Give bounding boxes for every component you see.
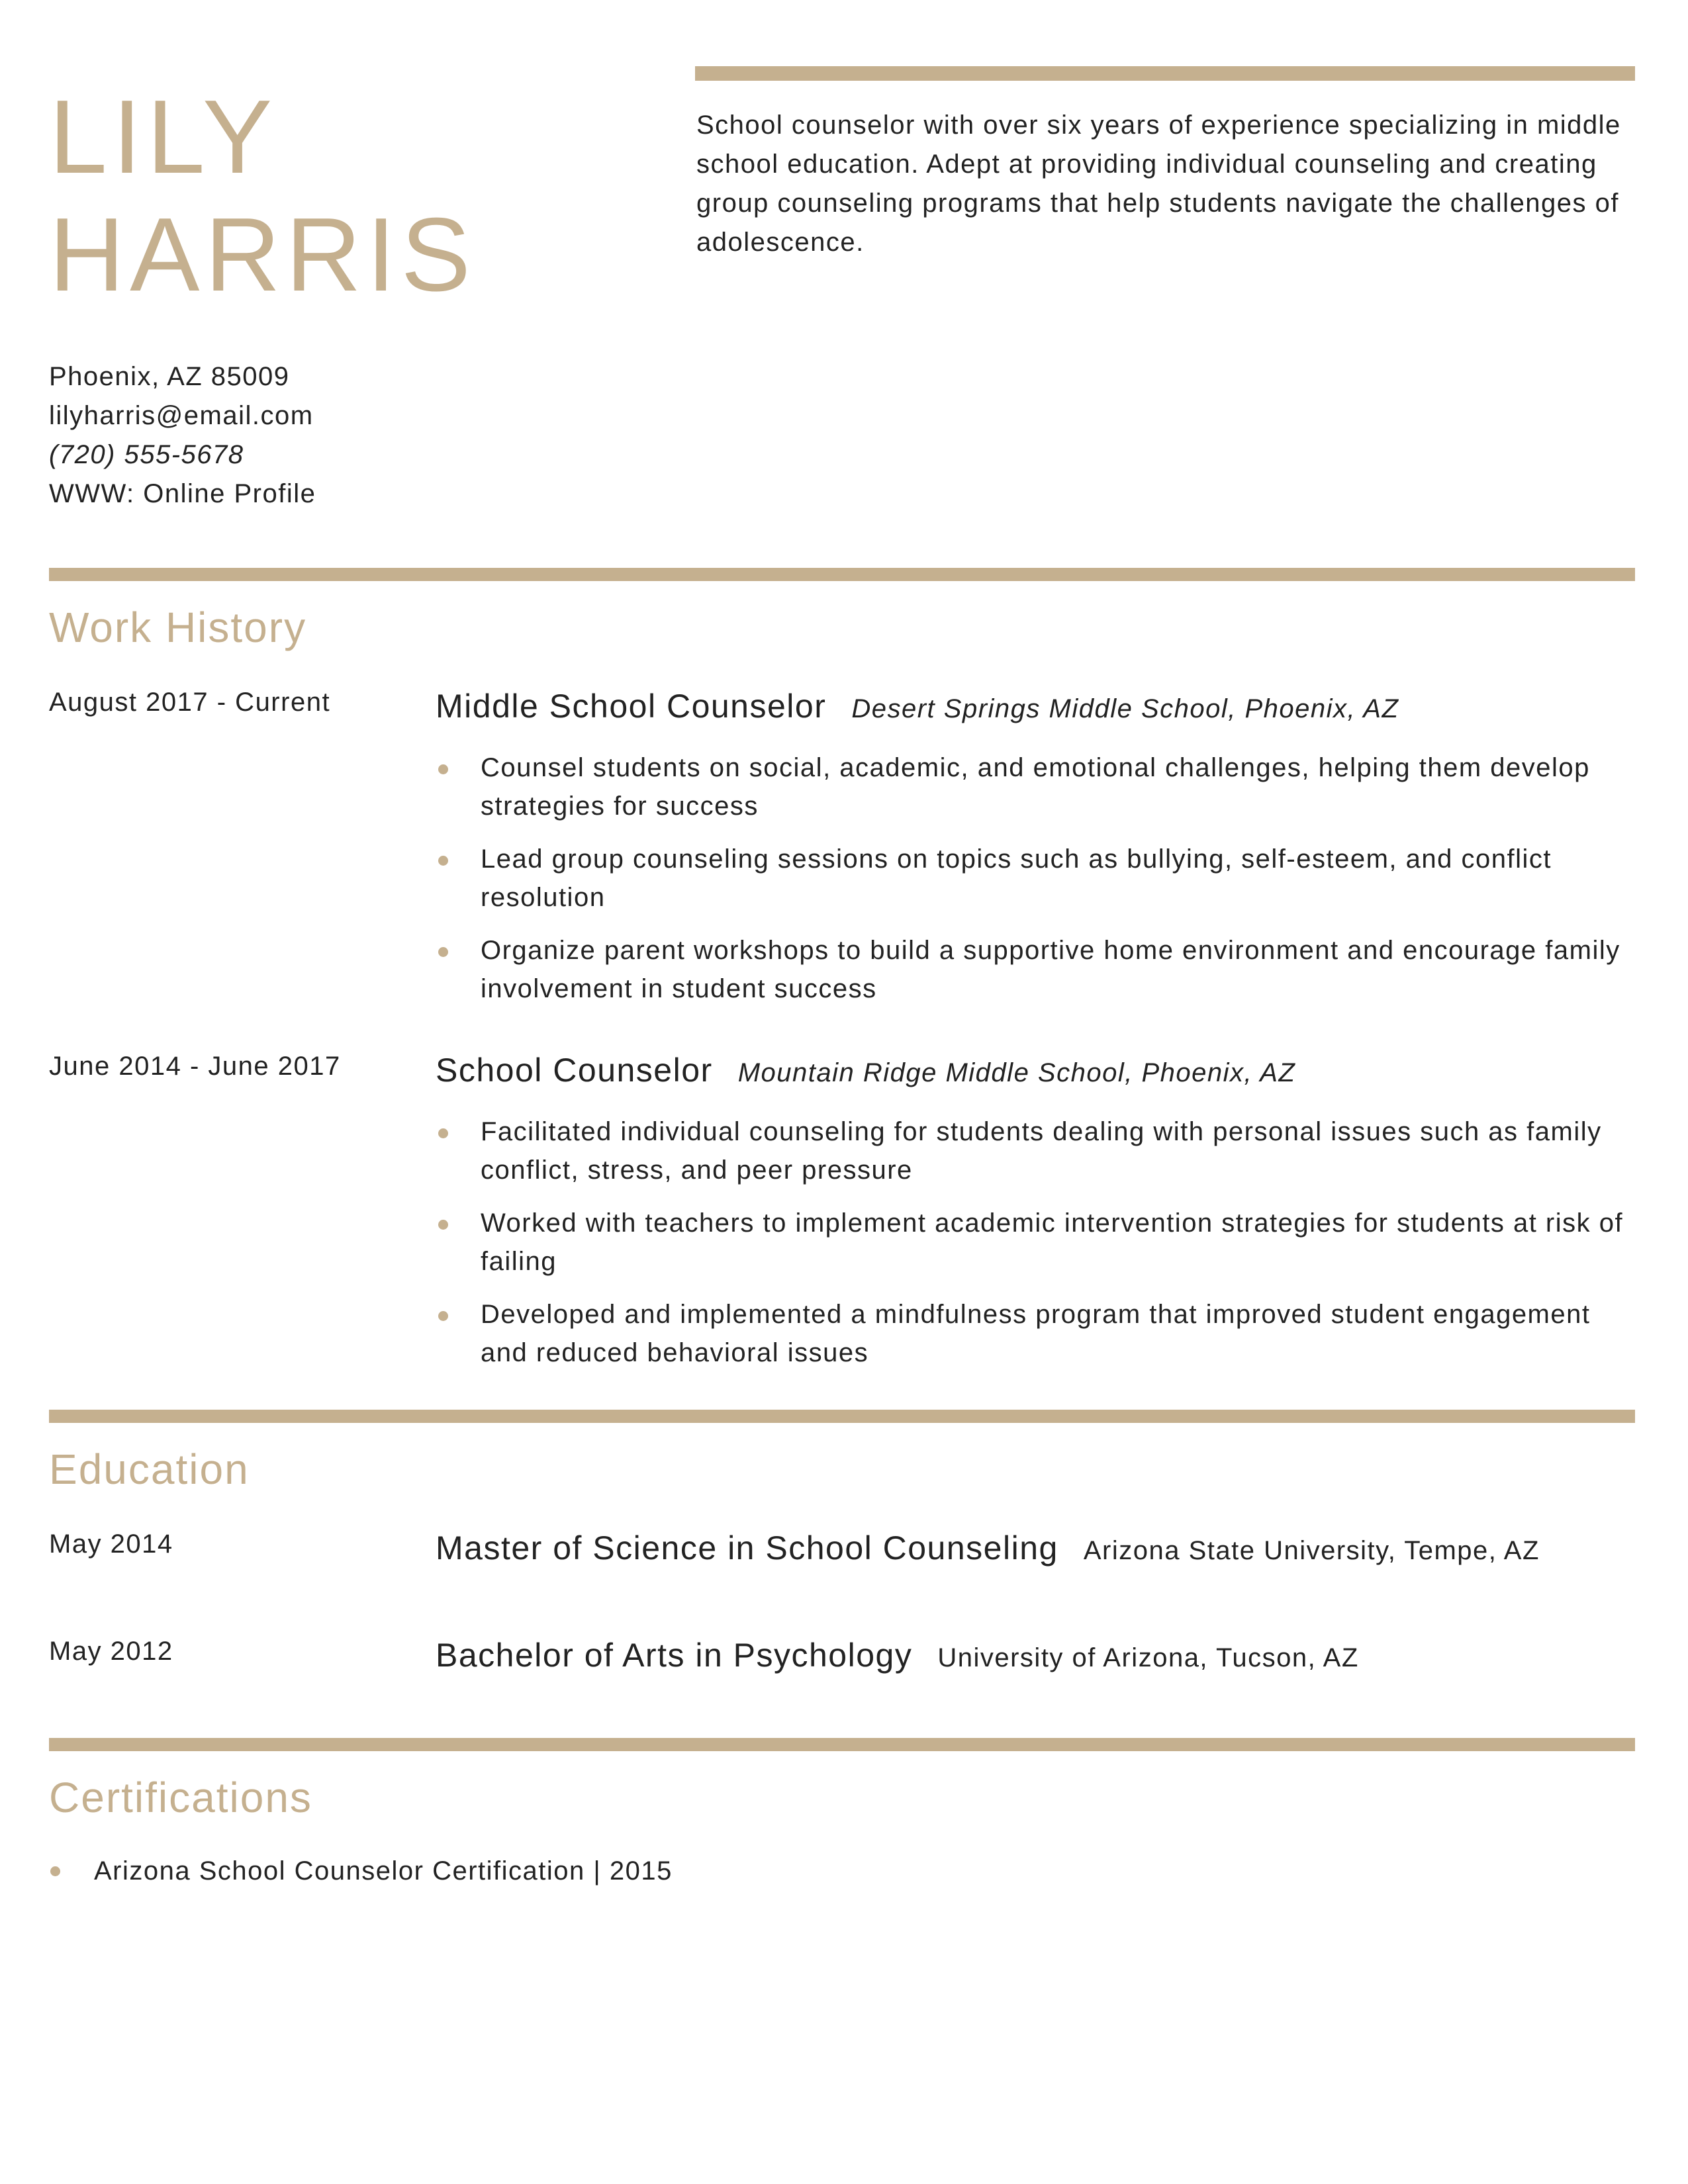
job-employer: Mountain Ridge Middle School, Phoenix, AZ	[737, 1058, 1296, 1087]
education-date: May 2012	[49, 1637, 173, 1666]
list-item	[436, 1204, 1640, 1281]
contact-info	[49, 357, 316, 514]
contact-website[interactable]: WWW: Online Profile	[49, 479, 316, 508]
bullet-icon	[438, 947, 448, 957]
job-employer: Desert Springs Middle School, Phoenix, AZ	[851, 694, 1399, 723]
contact-email[interactable]: lilyharris@email.com	[49, 401, 314, 430]
job-heading	[436, 687, 1399, 725]
list-item	[436, 749, 1640, 825]
job-title: School Counselor	[436, 1052, 713, 1089]
job-responsibilities	[436, 1113, 1640, 1387]
bullet-text: Lead group counseling sessions on topics such as bullying, self-esteem, and conflict resolution	[481, 844, 1552, 912]
bullet-text: Organize parent workshops to build a supportive home environment and encourage family involvement in student success	[481, 936, 1620, 1003]
school-name: University of Arizona, Tucson, AZ	[937, 1643, 1359, 1672]
certifications-divider	[49, 1738, 1635, 1751]
bullet-icon	[438, 764, 448, 774]
list-item	[436, 1295, 1640, 1372]
school-name: Arizona State University, Tempe, AZ	[1083, 1536, 1540, 1565]
job-dates: August 2017 - Current	[49, 688, 331, 717]
first-name: LILY	[49, 79, 278, 195]
job-title: Middle School Counselor	[436, 688, 827, 725]
contact-location: Phoenix, AZ 85009	[49, 362, 290, 391]
bullet-icon	[50, 1866, 60, 1876]
contact-phone: (720) 555-5678	[49, 440, 244, 469]
work-history-divider	[49, 568, 1635, 581]
candidate-name	[49, 78, 476, 314]
degree-title: Master of Science in School Counseling	[436, 1529, 1058, 1567]
education-divider	[49, 1410, 1635, 1423]
certification-item	[49, 1852, 673, 1890]
job-responsibilities	[436, 749, 1640, 1023]
job-heading	[436, 1051, 1295, 1089]
bullet-text: Developed and implemented a mindfulness program that improved student engagement and reduced behavioral issues	[481, 1300, 1591, 1367]
header-divider	[695, 66, 1635, 81]
education-date: May 2014	[49, 1529, 173, 1559]
bullet-text: Counsel students on social, academic, and emotional challenges, helping them develop strategies for success	[481, 753, 1590, 821]
education-entry	[436, 1636, 1359, 1674]
list-item	[436, 840, 1640, 917]
bullet-icon	[438, 1311, 448, 1321]
bullet-icon	[438, 856, 448, 866]
education-heading: Education	[49, 1445, 250, 1493]
bullet-icon	[438, 1220, 448, 1230]
professional-summary: School counselor with over six years of experience specializing in middle school education. Adept at providing individual counseling and creating group counseling programs that help students navigate the challenges of adolescence.	[696, 111, 1621, 257]
list-item	[436, 931, 1640, 1008]
education-entry	[436, 1529, 1540, 1567]
job-dates: June 2014 - June 2017	[49, 1052, 341, 1081]
degree-title: Bachelor of Arts in Psychology	[436, 1637, 913, 1674]
certifications-heading: Certifications	[49, 1774, 312, 1821]
certification-text: Arizona School Counselor Certification | 2015	[94, 1856, 673, 1886]
last-name: HARRIS	[49, 197, 476, 313]
list-item	[436, 1113, 1640, 1189]
work-history-heading: Work History	[49, 604, 307, 651]
bullet-icon	[438, 1128, 448, 1138]
bullet-text: Facilitated individual counseling for students dealing with personal issues such as family conflict, stress, and peer pressure	[481, 1117, 1602, 1185]
bullet-text: Worked with teachers to implement academic intervention strategies for students at risk of failing	[481, 1208, 1624, 1276]
